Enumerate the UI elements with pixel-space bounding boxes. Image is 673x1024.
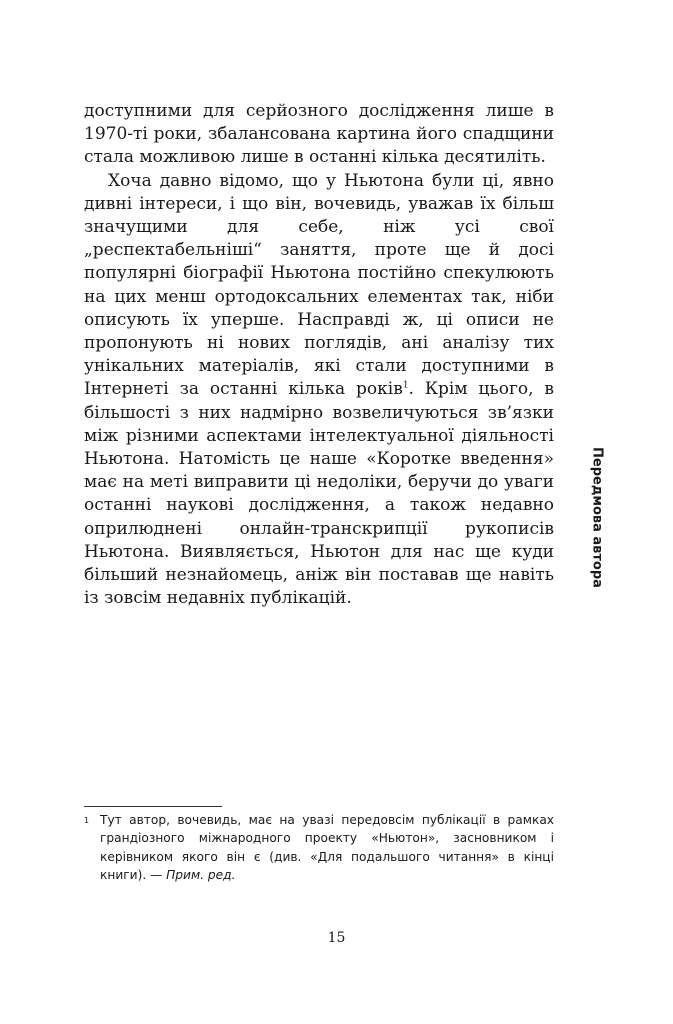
footnote-divider <box>84 806 222 807</box>
paragraph-2-tail: . Крім цього, в більшості з них надмірно возвеличуються зв’язки між різними аспектами інтелектуальної діяльності Ньютона. Натомість це наше «Коротке введення» має на меті виправити ці недоліки, беручи до уваги останні наукові дослідження, а також недавно оприлюднені онлайн-транскрипції рукописів Ньютона. Виявляється, Ньютон для нас ще куди більший незнайомець, аніж він поставав ще навіть із зовсім недавніх публікацій. <box>84 379 555 609</box>
paragraph-1: доступними для серйозного дослідження лише в 1970-ті роки, збалансована картина його спадщини стала можливою лише в останні кілька десятиліть. <box>84 101 554 168</box>
page-number: 15 <box>327 930 346 946</box>
footnote-number: 1 <box>84 816 90 825</box>
paragraph-2-text: Хоча давно відомо, що у Ньютона були ці, явно дивні інтереси, і що він, вочевидь, уважав їх більш значущими для себе, ніж усі свої „респектабельніші“ заняття, проте ще й досі популярні біографії Ньютона постійно спекулюють на цих менш ортодоксальних елементах так, ніби описують їх уперше. Насправді ж, ці описи не пропонують ні нових поглядів, ані аналізу тих унікальних матеріалів, які стали доступними в Інтернеті за останні кілька років <box>84 170 554 400</box>
footnote-body <box>84 811 554 885</box>
editor-note: Прим. ред. <box>166 868 236 883</box>
footnote-reference[interactable]: 1 <box>402 380 409 391</box>
running-head: Передмова автора <box>589 446 605 588</box>
body-text <box>84 100 554 610</box>
footnote-text: Тут автор, вочевидь, має на увазі передовсім публікації в рамках грандіозного міжнародного проекту «Ньютон», засновником і керівником якого він є (див. «Для подальшого читання» в кінці книги). — <box>100 813 554 883</box>
paragraph-2 <box>84 170 554 611</box>
footnote <box>84 811 554 885</box>
